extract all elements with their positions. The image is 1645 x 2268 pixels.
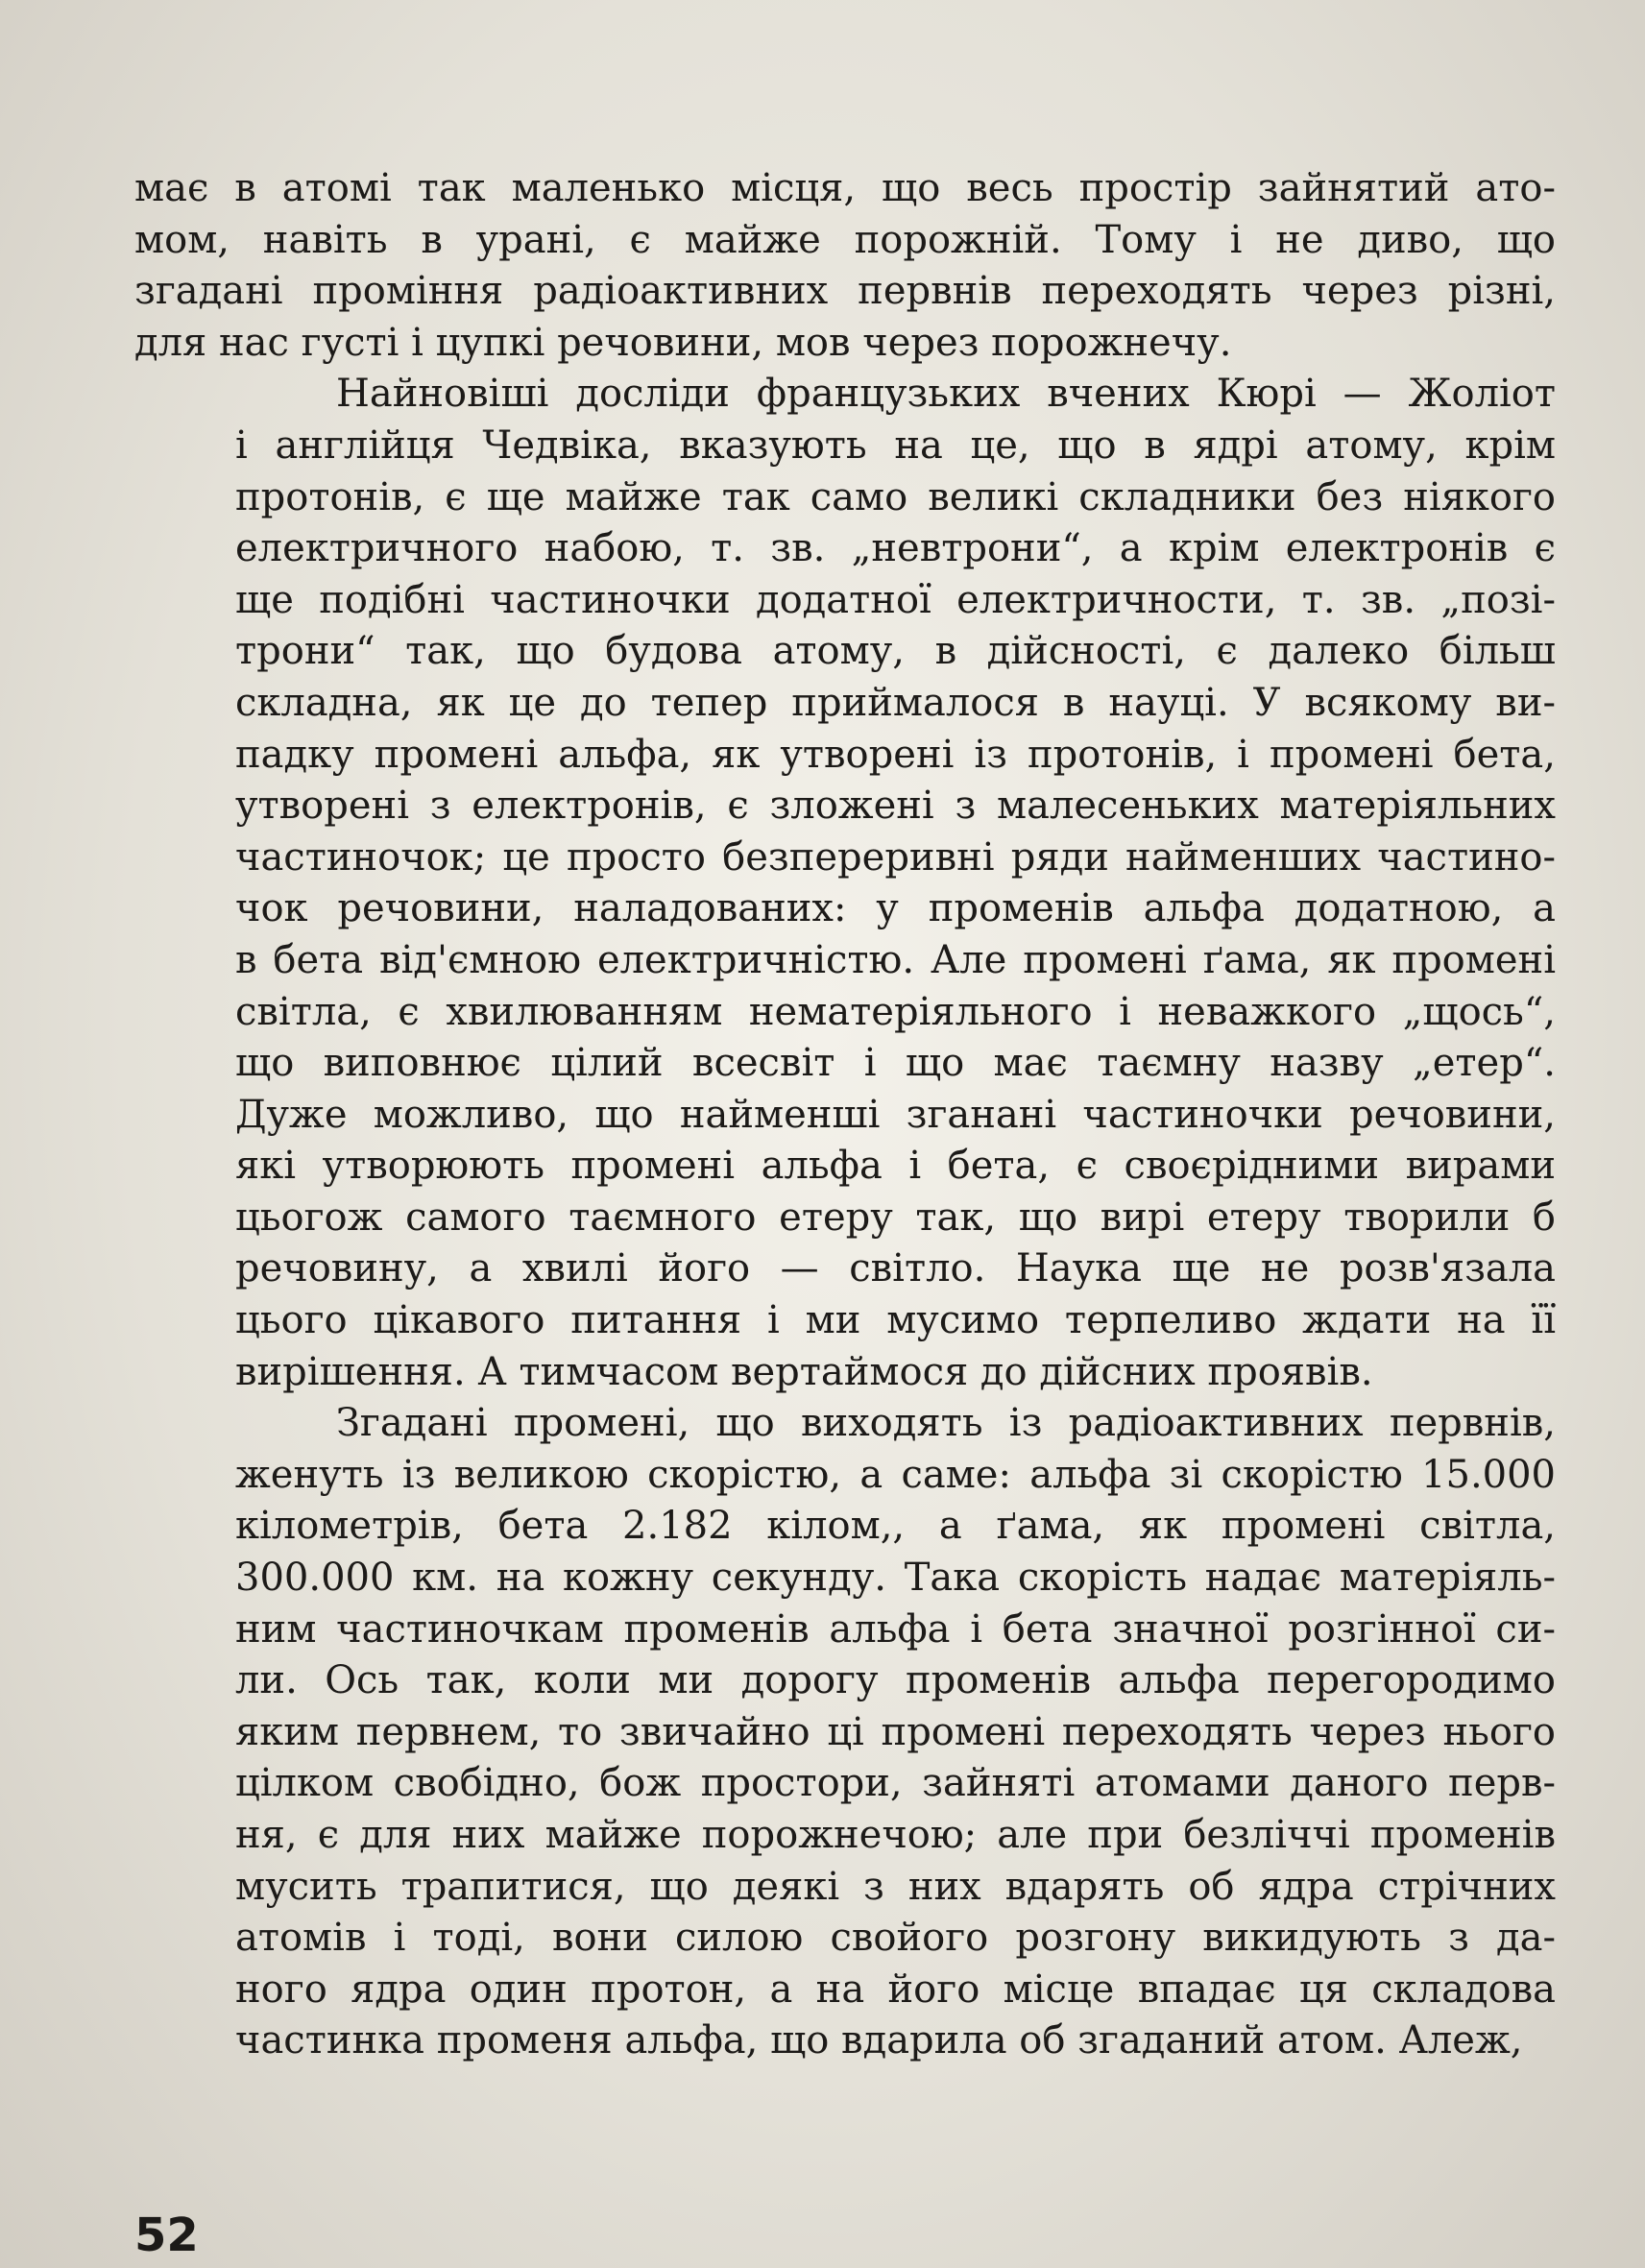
text-line: мом, навіть в урані, є майже порожній. Тому і не диво, що [134, 217, 1556, 262]
text-line: має в атомі так маленько місця, що весь простір зайнятий ато- [134, 166, 1556, 210]
text-line: чок речовини, наладованих: у променів альфа додатною, а [235, 886, 1556, 931]
paragraph [134, 369, 1556, 1398]
text-line: які утворюють промені альфа і бета, є своєрідними вирами [235, 1144, 1556, 1189]
text-line: для нас густі і цупкі речовини, мов через порожнечу. [134, 320, 1232, 365]
text-line: атомів і тоді, вони силою свойого розгону викидують з да- [235, 1916, 1556, 1961]
text-line: яким первнем, то звичайно ці промені переходять через нього [235, 1709, 1556, 1754]
text-line: женуть із великою скорістю, а саме: альфа зі скорістю 15.000 [235, 1452, 1556, 1497]
text-line: складна, як це до тепер приймалося в науці. У всякому ви- [235, 680, 1556, 725]
text-line: утворені з електронів, є зложені з малесеньких матеріяльних [235, 784, 1556, 829]
text-line: Найновіші досліди французьких вчених Кюрі — Жоліот [336, 372, 1556, 417]
text-line: Згадані промені, що виходять із радіоактивних первнів, [336, 1401, 1556, 1446]
paragraph [134, 163, 1556, 369]
text-line: і англійця Чедвіка, вказують на це, що в ядрі атому, крім [235, 422, 1556, 468]
text-line: цього цікавого питання і ми мусимо терпеливо ждати на її [235, 1298, 1556, 1343]
text-line: світла, є хвилюванням нематеріяльного і неважкого „щось“, [235, 989, 1556, 1034]
text-line: падку промені альфа, як утворені із протонів, і промені бета, [235, 732, 1556, 777]
text-line: в бета від'ємною електричністю. Але промені ґама, як промені [235, 937, 1556, 982]
body-text [134, 163, 1556, 2067]
text-line: вирішення. А тимчасом вертаймося до дійсних проявів. [235, 1349, 1373, 1394]
text-line: частиночок; це просто безпереривні ряди найменших частино- [235, 834, 1556, 880]
text-line: трони“ так, що будова атому, в дійсності, є далеко більш [235, 629, 1556, 674]
text-line: кілометрів, бета 2.182 кілом,, а ґама, як промені світла, [235, 1504, 1556, 1549]
text-line: цілком свобідно, бож простори, зайняті атомами даного перв- [235, 1761, 1556, 1806]
text-line: ного ядра один протон, а на його місце впадає ця складова [235, 1966, 1556, 2012]
text-line: що виповнює цілий всесвіт і що має таємну назву „етер“. [235, 1041, 1556, 1086]
text-line: ще подібні частиночки додатної електричности, т. зв. „позі- [235, 577, 1556, 622]
text-line: протонів, є ще майже так само великі складники без ніякого [235, 474, 1556, 519]
text-line: ним частиночкам променів альфа і бета значної розгінної си- [235, 1606, 1556, 1652]
text-line: мусить трапитися, що деякі з них вдарять об ядра стрічних [235, 1864, 1556, 1909]
text-line: Дуже можливо, що найменші зганані частиночки речовини, [235, 1092, 1556, 1137]
text-line: ня, є для них майже порожнечою; але при безліччі променів [235, 1813, 1556, 1857]
text-line: згадані проміння радіоактивних первнів переходять через різні, [134, 269, 1556, 314]
text-line: 300.000 км. на кожну секунду. Така скорість надає матеріяль- [235, 1556, 1556, 1601]
text-line: електричного набою, т. зв. „невтрони“, а крім електронів є [235, 526, 1556, 571]
text-line: частинка променя альфа, що вдарила об згаданий атом. Алеж, [235, 2018, 1523, 2063]
page-number: 52 [134, 2208, 199, 2262]
text-line: ли. Ось так, коли ми дорогу променів альфа перегородимо [235, 1658, 1556, 1703]
text-line: речовину, а хвилі його — світло. Наука ще не розв'язала [235, 1246, 1556, 1291]
text-line: цьогож самого таємного етеру так, що вирі етеру творили б [235, 1194, 1556, 1240]
paragraph [134, 1398, 1556, 2067]
